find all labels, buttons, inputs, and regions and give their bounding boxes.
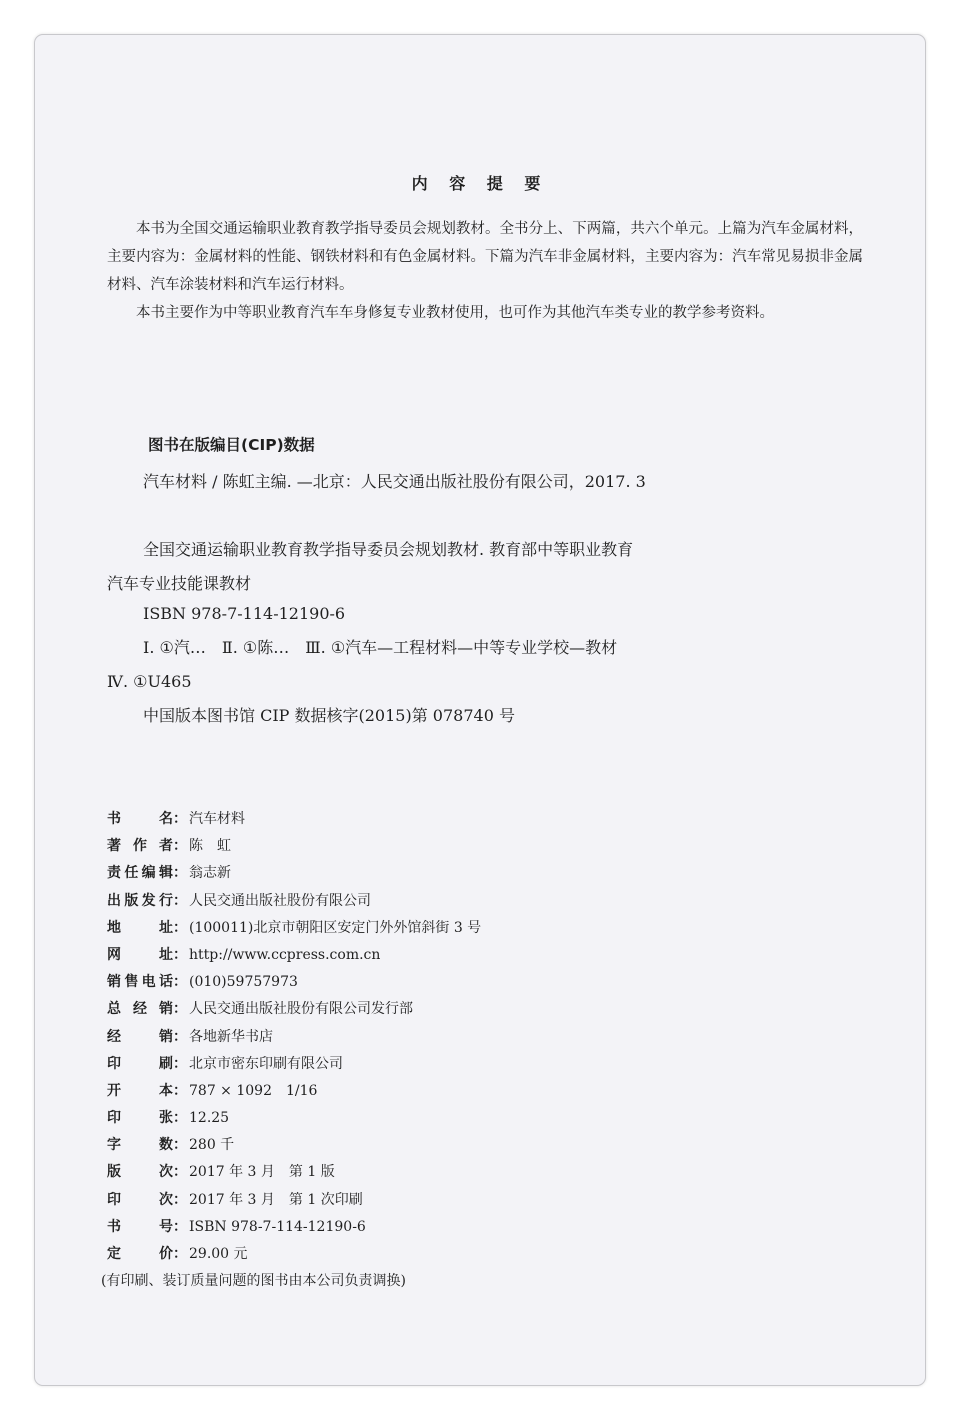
- colophon-value: 29.00 元: [189, 1246, 248, 1262]
- colophon-value: 人民交通出版社股份有限公司发行部: [189, 1001, 413, 1018]
- colophon-row: [107, 888, 827, 915]
- colophon-value: (100011)北京市朝阳区安定门外外馆斜街 3 号: [189, 919, 482, 936]
- colophon-colon: ：: [173, 974, 187, 991]
- colophon-label: 字数: [107, 1137, 173, 1154]
- colophon-value: ISBN 978-7-114-12190-6: [189, 1218, 366, 1235]
- colophon-row: [107, 942, 827, 969]
- colophon-label: 销售电话: [107, 974, 173, 991]
- colophon-label: 地址: [107, 919, 173, 936]
- colophon-value: 陈 虹: [189, 838, 231, 855]
- colophon-value: 2017 年 3 月 第 1 次印刷: [189, 1191, 363, 1208]
- colophon-label: 印刷: [107, 1055, 173, 1072]
- colophon-colon: ：: [173, 1055, 187, 1072]
- colophon-label: 印张: [107, 1110, 173, 1127]
- colophon-colon: ：: [173, 1110, 187, 1127]
- colophon-row: [107, 969, 827, 996]
- abstract-paragraph: 本书为全国交通运输职业教育教学指导委员会规划教材。全书分上、下两篇，共六个单元。上篇为汽车金属材料，主要内容为：金属材料的性能、钢铁材料和有色金属材料。下篇为汽车非金属材料，主要内容为：汽车常见易损非金属材料、汽车涂装材料和汽车运行材料。: [107, 221, 863, 293]
- colophon-value: 北京市密东印刷有限公司: [189, 1055, 343, 1072]
- colophon-colon: ：: [173, 1191, 187, 1208]
- colophon-label: 出版发行: [107, 892, 173, 909]
- cip-heading: 图书在版编目(CIP)数据: [148, 436, 315, 454]
- cip-line: 汽车材料 / 陈虹主编. —北京：人民交通出版社股份有限公司，2017. 3: [143, 472, 646, 491]
- cip-line: 全国交通运输职业教育教学指导委员会规划教材. 教育部中等职业教育汽车专业技能课教材: [107, 540, 634, 593]
- cip-line: Ⅰ. ①汽… Ⅱ. ①陈… Ⅲ. ①汽车—工程材料—中等专业学校—教材 Ⅳ. ①U465: [107, 638, 634, 691]
- colophon-value: (010)59757973: [189, 974, 298, 991]
- colophon-colon: ：: [173, 919, 187, 936]
- colophon-row: [107, 1051, 827, 1078]
- colophon-colon: ：: [173, 838, 187, 855]
- colophon: [101, 806, 827, 1295]
- colophon-row: [107, 1132, 827, 1159]
- colophon-row: [107, 1159, 827, 1186]
- copyright-page: [34, 34, 926, 1386]
- colophon-colon: ：: [173, 1082, 187, 1099]
- colophon-colon: ：: [173, 1028, 187, 1045]
- cip-line: 中国版本图书馆 CIP 数据核字(2015)第 078740 号: [143, 706, 515, 725]
- abstract-paragraph: 本书主要作为中等职业教育汽车车身修复专业教材使用，也可作为其他汽车类专业的教学参考资料。: [136, 305, 774, 321]
- page-title: 内 容 提 要: [411, 174, 549, 193]
- colophon-value: http://www.ccpress.com.cn: [189, 946, 381, 963]
- colophon-row: [107, 1187, 827, 1214]
- colophon-label: 总经销: [107, 1001, 173, 1018]
- colophon-colon: ：: [173, 1246, 187, 1262]
- colophon-label: 印次: [107, 1191, 173, 1208]
- colophon-row: [107, 833, 827, 860]
- colophon-value: 12.25: [189, 1110, 230, 1127]
- colophon-label: 书号: [107, 1218, 173, 1235]
- colophon-colon: ：: [173, 1218, 187, 1235]
- cip-line: ISBN 978-7-114-12190-6: [143, 604, 346, 623]
- colophon-row: [107, 1241, 827, 1268]
- colophon-colon: ：: [173, 892, 187, 909]
- colophon-label: 网址: [107, 946, 173, 963]
- colophon-row: [107, 1078, 827, 1105]
- colophon-colon: ：: [173, 1137, 187, 1154]
- colophon-value: 人民交通出版社股份有限公司: [189, 892, 371, 909]
- colophon-value: 汽车材料: [189, 811, 245, 827]
- colophon-colon: ：: [173, 1001, 187, 1018]
- colophon-row: [107, 806, 827, 833]
- colophon-colon: ：: [173, 1164, 187, 1181]
- colophon-value: 翁志新: [189, 865, 231, 882]
- colophon-row: [107, 860, 827, 887]
- colophon-label: 开本: [107, 1082, 173, 1099]
- colophon-label: 书名: [107, 811, 173, 827]
- colophon-label: 责任编辑: [107, 865, 173, 882]
- colophon-row: [107, 915, 827, 942]
- colophon-colon: ：: [173, 865, 187, 882]
- colophon-label: 经销: [107, 1028, 173, 1045]
- colophon-row: [107, 1024, 827, 1051]
- colophon-colon: ：: [173, 946, 187, 963]
- colophon-value: 各地新华书店: [189, 1028, 273, 1045]
- colophon-label: 著作者: [107, 838, 173, 855]
- colophon-row: [107, 1214, 827, 1241]
- colophon-row: [107, 1105, 827, 1132]
- colophon-row: [107, 996, 827, 1023]
- colophon-label: 定价: [107, 1246, 173, 1262]
- colophon-label: 版次: [107, 1164, 173, 1181]
- colophon-value: 280 千: [189, 1137, 235, 1154]
- colophon-value: 2017 年 3 月 第 1 版: [189, 1164, 335, 1181]
- quality-note: (有印刷、装订质量问题的图书由本公司负责调换): [101, 1273, 406, 1290]
- colophon-colon: ：: [173, 811, 187, 827]
- colophon-value: 787 × 1092 1/16: [189, 1082, 318, 1099]
